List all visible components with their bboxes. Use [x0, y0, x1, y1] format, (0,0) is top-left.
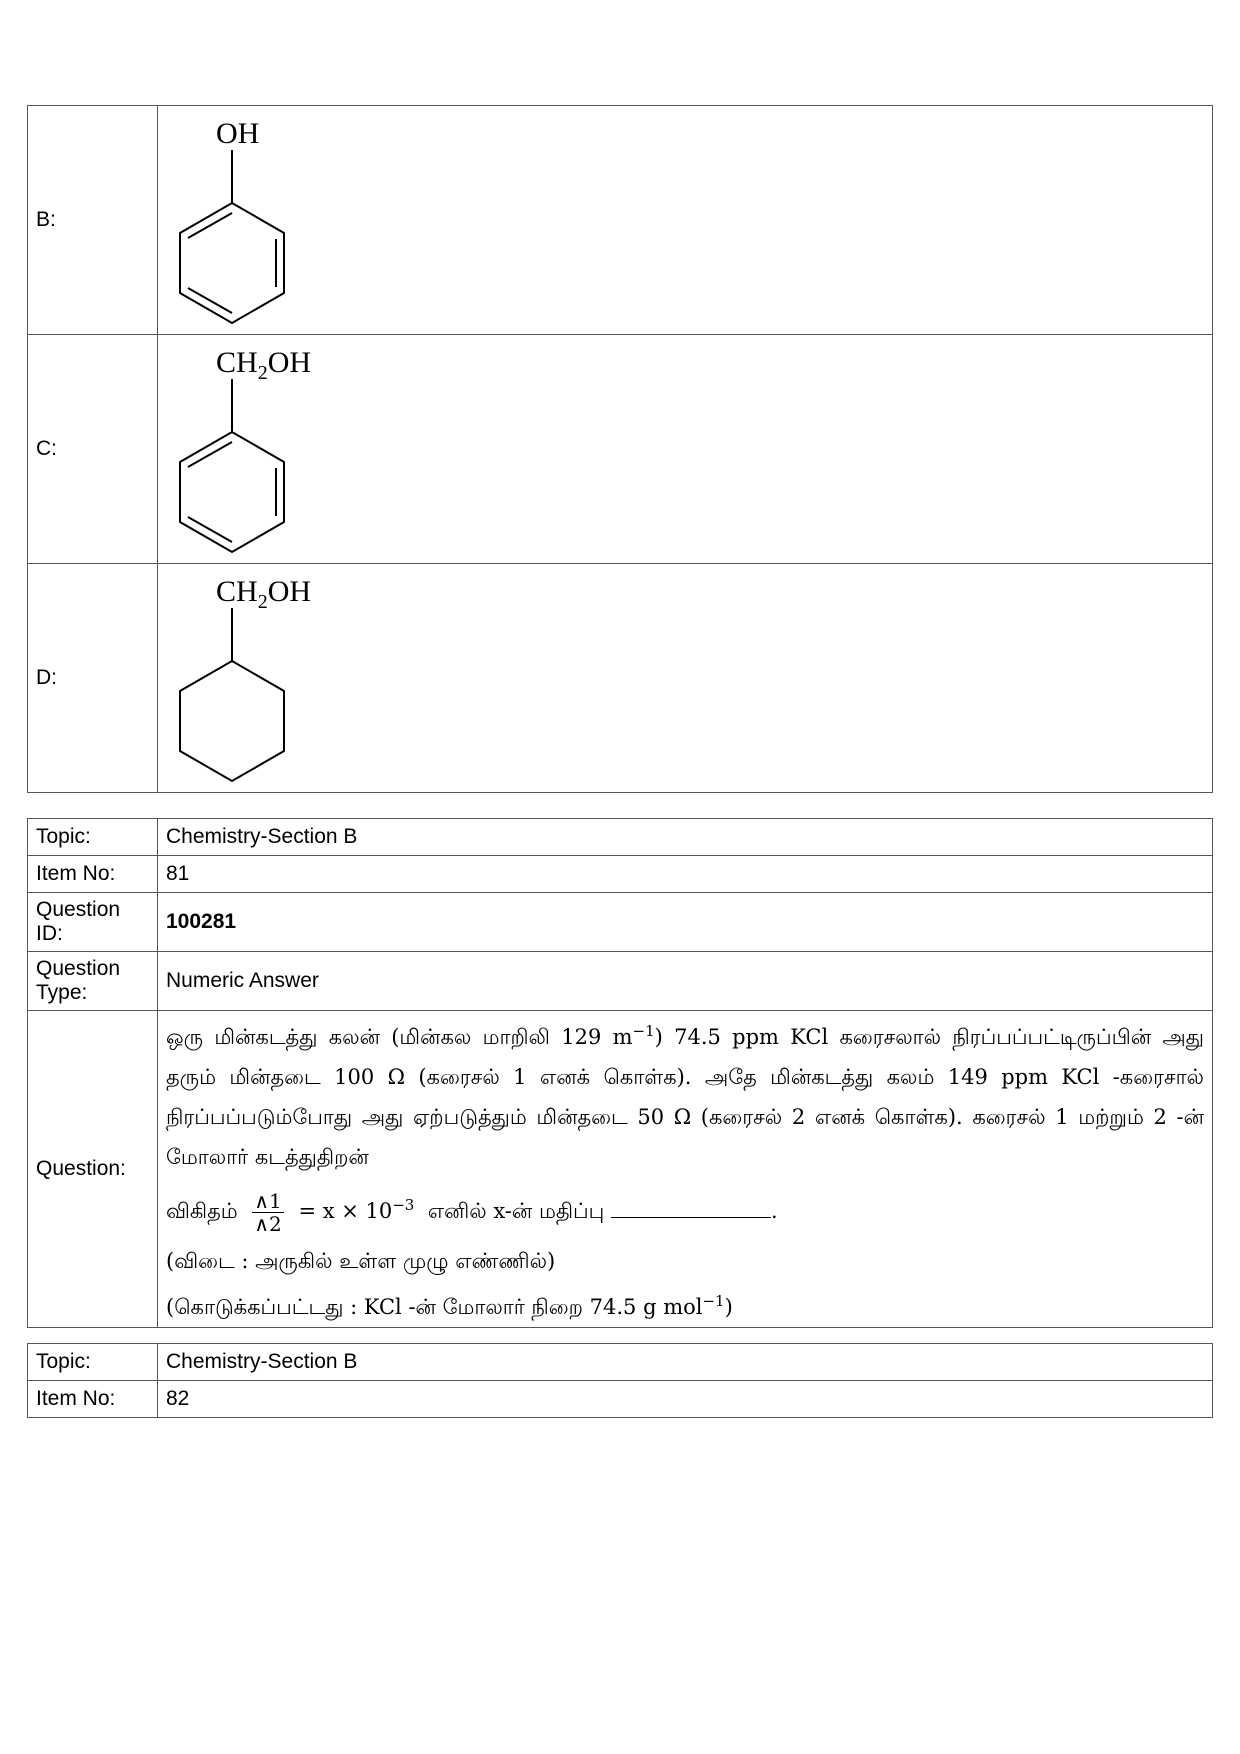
question-label: Question:: [28, 1011, 158, 1328]
superscript: −1: [702, 1292, 725, 1310]
question-part: ) 74.5 ppm KCl கரைசலால் நிரப்பப்பட்டிருப்பின் அது தரும் மின்தடை 100 Ω (கரைசல் 1 எனக் கொள்க). அதே மின்கடத்து கலம் 149 ppm KCl -கரைசால் நிரப்பப்படும்போது அது ஏற்படுத்தும் மின்தடை 50 Ω (கரைசல் 2 எனக் கொள்க). கரைசல் 1 மற்றும் 2 -ன் மோலார் கடத்துதிறன்: [166, 1025, 1204, 1169]
question-type-row: [28, 952, 1213, 1011]
conductivity-ratio: [252, 1190, 283, 1235]
topic-label: Topic:: [28, 1344, 158, 1381]
ratio-line: [166, 1185, 1204, 1235]
item-82-table: [27, 1343, 1213, 1418]
question-id-row: [28, 893, 1213, 952]
item-no-label: Item No:: [28, 1381, 158, 1418]
option-structure-cell: [158, 564, 1213, 793]
question-text: [158, 1011, 1213, 1328]
topic-label: Topic:: [28, 819, 158, 856]
question-id-value: 100281: [158, 893, 1213, 952]
substituent-label: $CH_2OH$: [216, 345, 312, 384]
ratio-equation: = x × 10: [298, 1199, 393, 1223]
option-label: C:: [28, 335, 158, 564]
substituent-label: $CH_2OH$: [216, 574, 312, 613]
closing-paren: ): [724, 1295, 733, 1319]
answer-note: (விடை : அருகில் உள்ள முழு எண்ணில்): [166, 1249, 556, 1273]
item-no-row: [28, 856, 1213, 893]
topic-row: [28, 1344, 1213, 1381]
option-structure-cell: [158, 106, 1213, 335]
item-no-value: 81: [158, 856, 1213, 893]
benzyl-alcohol-structure: [166, 337, 386, 562]
question-row: [28, 1011, 1213, 1328]
option-row-d: [28, 564, 1213, 793]
topic-value: Chemistry-Section B: [158, 1344, 1213, 1381]
option-structure-cell: [158, 335, 1213, 564]
item-no-label: Item No:: [28, 856, 158, 893]
item-no-value: 82: [158, 1381, 1213, 1418]
options-table: [27, 105, 1213, 793]
superscript: −3: [392, 1196, 415, 1214]
option-row-b: [28, 106, 1213, 335]
period: .: [771, 1199, 778, 1223]
given-text: (கொடுக்கப்பட்டது : KCl -ன் மோலார் நிறை 74.5 g mol: [166, 1295, 703, 1319]
option-label: B:: [28, 106, 158, 335]
question-id-label: Question ID:: [28, 893, 158, 952]
question-type-label: Question Type:: [28, 952, 158, 1011]
question-paragraph: [166, 1011, 1204, 1177]
fraction-denominator: ∧2: [254, 1212, 282, 1236]
superscript: −1: [632, 1022, 655, 1040]
ratio-prefix: விகிதம்: [166, 1199, 238, 1223]
cyclohexylmethanol-structure: [166, 566, 386, 791]
ratio-suffix: எனில் x-ன் மதிப்பு: [427, 1199, 605, 1223]
option-label: D:: [28, 564, 158, 793]
topic-value: Chemistry-Section B: [158, 819, 1213, 856]
given-note: [166, 1281, 1204, 1327]
question-part: ஒரு மின்கடத்து கலன் (மின்கல மாறிலி 129 m: [166, 1025, 633, 1049]
item-no-row: [28, 1381, 1213, 1418]
question-type-value: Numeric Answer: [158, 952, 1213, 1011]
item-81-table: [27, 818, 1213, 1328]
topic-row: [28, 819, 1213, 856]
answer-blank: [611, 1197, 771, 1218]
fraction-numerator: ∧1: [254, 1189, 282, 1213]
substituent-label: OH: [216, 116, 260, 150]
option-row-c: [28, 335, 1213, 564]
phenol-structure: [166, 108, 366, 333]
